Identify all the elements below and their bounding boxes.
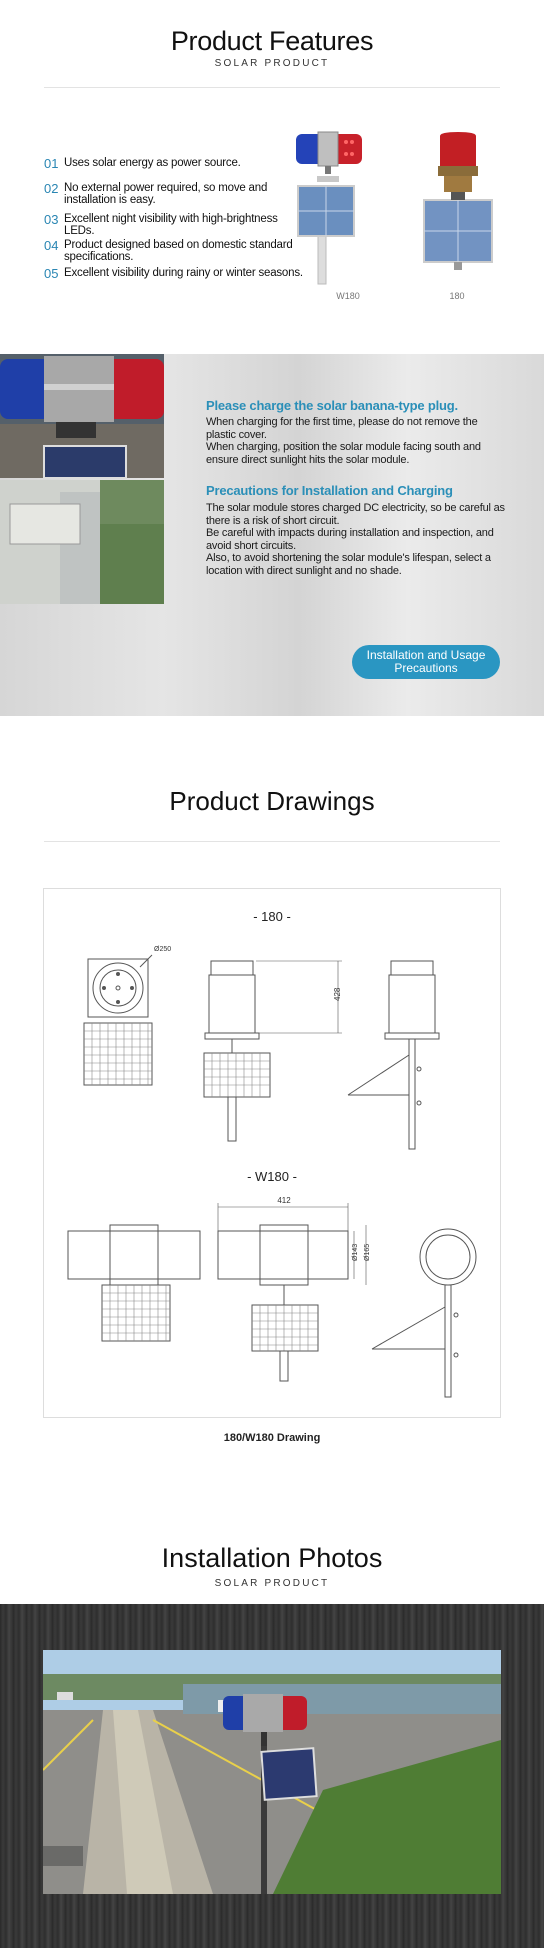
drawing-box <box>43 888 501 1418</box>
charge-text-2: When charging, position the solar module facing south and ensure direct sunlight hits the solar module. <box>206 441 481 466</box>
installation-title: Installation Photos <box>161 1543 383 1573</box>
divider <box>44 841 500 842</box>
charge-text-1: When charging for the first time, please do not remove the plastic cover. <box>206 416 478 441</box>
installation-photo <box>43 1650 501 1894</box>
product-label-w180: W180 <box>336 291 360 301</box>
feature-number: 02 <box>44 181 59 196</box>
technical-drawing <box>44 889 500 1417</box>
dim-ref: Ø250 <box>154 946 172 953</box>
features-subtitle: SOLAR PRODUCT <box>214 58 330 69</box>
feature-item <box>44 157 304 170</box>
charge-plug-heading: Please charge the solar banana-type plug. <box>206 398 458 413</box>
installation-subtitle: SOLAR PRODUCT <box>214 1578 330 1589</box>
feature-number: 03 <box>44 212 59 227</box>
drawings-title: Product Drawings <box>169 786 375 816</box>
product-label-180: 180 <box>449 291 465 301</box>
feature-number: 05 <box>44 266 59 281</box>
product-photo <box>0 354 164 604</box>
feature-text: Excellent night visibility with high-brightness LEDs. <box>64 213 278 237</box>
product-180-image <box>418 130 498 290</box>
button-label-line1: Installation and Usage <box>366 648 486 662</box>
feature-text: Excellent visibility during rainy or winter seasons. <box>64 267 303 279</box>
precaution-text-1: The solar module stores charged DC electricity, so be careful as there is a risk of short circuit. <box>206 502 505 527</box>
dim-d165: Ø165 <box>364 1243 371 1261</box>
feature-item <box>44 213 304 237</box>
feature-item <box>44 182 304 206</box>
precaution-text-3: Also, to avoid shortening the solar module's lifespan, select a location with direct sunlight and no shade. <box>206 552 491 577</box>
dim-width: 412 <box>277 1196 291 1205</box>
features-title: Product Features <box>170 26 374 56</box>
feature-text: No external power required, so move and installation is easy. <box>64 182 268 206</box>
installation-precautions-button[interactable] <box>352 645 500 679</box>
drawing-caption: 180/W180 Drawing <box>223 1432 321 1444</box>
product-w180-image <box>290 128 370 288</box>
feature-number: 04 <box>44 238 59 253</box>
precautions-heading: Precautions for Installation and Charging <box>206 483 453 498</box>
feature-text: Product designed based on domestic standard specifications. <box>64 239 293 263</box>
drawing-label-180: - 180 - <box>253 909 291 924</box>
dim-height: 428 <box>333 987 342 1001</box>
feature-item <box>44 239 304 263</box>
feature-text: Uses solar energy as power source. <box>64 157 241 169</box>
precaution-text-2: Be careful with impacts during installation and inspection, and avoid short circuits. <box>206 527 494 552</box>
feature-number: 01 <box>44 156 59 171</box>
divider <box>44 87 500 88</box>
feature-item <box>44 267 304 280</box>
dim-d143: Ø143 <box>352 1243 359 1261</box>
drawing-label-w180: - W180 - <box>247 1169 297 1184</box>
button-label-line2: Precautions <box>394 661 458 675</box>
